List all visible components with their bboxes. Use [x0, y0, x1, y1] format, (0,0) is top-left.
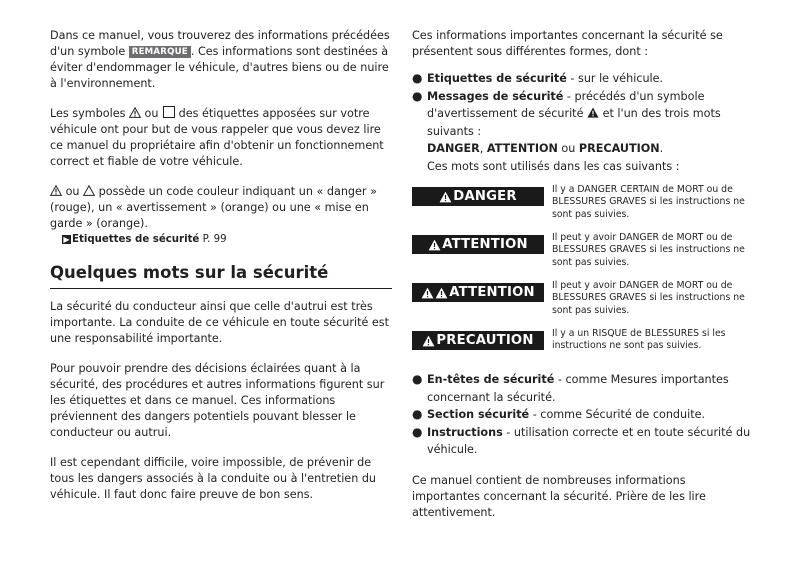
bullet-dot-icon: ● — [412, 424, 423, 439]
list-item-title: Instructions — [427, 425, 503, 439]
signal-word-danger: DANGER — [427, 142, 480, 155]
color-code-paragraph — [50, 184, 392, 232]
list-item-text: - précédés d'un symbole d'avertissement de sécurité — [427, 89, 705, 120]
safety-paragraph-3: Il est cependant difficile, voire impossible, de prévenir de tous les dangers associés à la conduite ou à l'entretien du véhicule. Il faut donc faire preuve de bon sens. — [50, 456, 377, 501]
hazard-row-precaution — [412, 328, 757, 371]
left-column — [50, 28, 392, 503]
bullet-dot-icon: ● — [412, 71, 423, 85]
list-item-text: - comme Sécurité de conduite. — [529, 408, 706, 421]
signal-label: PRECAUTION — [436, 332, 534, 348]
warning-triangle-icon — [50, 185, 62, 196]
list-item-title: Etiquettes de sécurité — [427, 72, 567, 85]
signal-word-attention: ATTENTION — [486, 142, 558, 155]
precaution-signal-box — [412, 331, 544, 350]
hazard-row-attention-double — [412, 280, 757, 331]
cross-reference-arrow-icon: ▶ — [63, 235, 70, 244]
list-item — [412, 406, 757, 424]
color-code-or: ou — [65, 185, 80, 198]
right-column — [412, 28, 757, 521]
attention-double-signal-box — [412, 283, 544, 302]
forms-list-2 — [412, 371, 757, 459]
safety-paragraph-1: La sécurité du conducteur ainsi que celle d'autrui est très importante. La conduite de ce véhicule en toute sécurité est une responsabilité importante. — [50, 300, 390, 345]
list-item-tail: Ces mots sont utilisés dans les cas suivants : — [427, 159, 680, 173]
list-item-title: Section sécurité — [427, 408, 530, 421]
warning-triangle-icon — [422, 335, 435, 347]
warning-triangle-icon — [421, 287, 434, 299]
closing-paragraph: Ce manuel contient de nombreuses informations importantes concernant la sécurité. Prière de les lire attentivement. — [412, 473, 706, 519]
bullet-dot-icon: ● — [412, 372, 423, 386]
hazard-description: Il y a un RISQUE de BLESSURES si les instructions ne sont pas suivies. — [552, 328, 726, 352]
label-symbol-icon — [163, 106, 175, 118]
symbols-paragraph — [50, 106, 392, 170]
list-item-text: - utilisation correcte et en toute sécurité du véhicule. — [427, 425, 751, 456]
hazard-table — [412, 184, 757, 371]
warning-triangle-icon — [587, 107, 599, 118]
signal-word-or: ou — [557, 142, 579, 155]
bullet-dot-icon: ● — [412, 88, 423, 103]
hazard-description: Il y a DANGER CERTAIN de MORT ou de BLESSURES GRAVES si les instructions ne sont pas suivies. — [552, 184, 745, 220]
forms-list — [412, 70, 757, 175]
attention-signal-box — [412, 235, 544, 254]
symbols-text-start: Les symboles — [50, 107, 126, 120]
forms-intro: Ces informations importantes concernant la sécurité se présentent sous différentes formes, dont : — [412, 29, 723, 58]
signal-label: ATTENTION — [442, 236, 528, 252]
hazard-row-danger — [412, 184, 757, 235]
remarque-badge: REMARQUE — [129, 46, 191, 58]
remarque-text-end: . Ces informations sont destinées à éviter d'endommager le véhicule, d'autres biens ou de nuire à l'environnement. — [50, 45, 389, 90]
list-item-text-cont: et l'un des trois mots suivants : — [427, 107, 721, 138]
signal-label: ATTENTION — [449, 284, 535, 300]
symbols-text-end: des étiquettes apposées sur votre véhicule ont pour but de vous rappeler que vous devez lire ce manuel du propriétaire afin d'obtenir un fonctionnement correct et fiable de votre véhicule. — [50, 107, 384, 168]
bullet-dot-icon: ● — [412, 407, 423, 421]
signal-label: DANGER — [453, 188, 517, 204]
symbols-or: ou — [144, 107, 159, 120]
list-item-text: - comme Mesures importantes concernant la sécurité. — [427, 373, 729, 404]
warning-triangle-icon — [428, 239, 441, 251]
hazard-row-attention — [412, 232, 757, 283]
cross-reference-label[interactable]: Etiquettes de sécurité — [72, 234, 200, 245]
list-item-title: Messages de sécurité — [427, 89, 564, 103]
hazard-description: Il peut y avoir DANGER de MORT ou de BLESSURES GRAVES si les instructions ne sont pas suivies. — [552, 280, 745, 316]
danger-signal-box — [412, 187, 544, 206]
list-item — [412, 70, 757, 88]
list-item-title: En-têtes de sécurité — [427, 373, 555, 386]
signal-word-precaution: PRECAUTION — [578, 142, 660, 155]
section-title: Quelques mots sur la sécurité — [50, 262, 392, 289]
list-item — [412, 371, 757, 406]
list-item: ● Messages de sécurité - précédés d'un symbole d'avertissement de sécurité et l'un des trois mots suivants : DANGER, ATTENTION ou PRECAUTION. Ces mots sont utilisés dans les cas suivants : — [412, 88, 721, 173]
safety-paragraph-2: Pour pouvoir prendre des décisions éclairées quant à la sécurité, des procédures et autres informations figurent sur les étiquettes et dans ce manuel. Ces informations préviennent des dangers potentiels pouvant blesser le conducteur ou autrui. — [50, 362, 385, 439]
color-code-text: possède un code couleur indiquant un « danger » (rouge), un « avertissement » (orange) ou une « mise en garde » (orange). — [50, 185, 377, 230]
list-item — [412, 424, 757, 459]
hazard-description: Il peut y avoir DANGER de MORT ou de BLESSURES GRAVES si les instructions ne sont pas suivies. — [552, 232, 745, 268]
cross-reference-page[interactable]: P. 99 — [202, 234, 227, 245]
warning-triangle-outline-icon — [83, 185, 95, 196]
warning-triangle-icon — [129, 107, 141, 118]
remarque-paragraph — [50, 28, 392, 92]
warning-triangle-icon — [435, 287, 448, 299]
warning-triangle-icon — [439, 191, 452, 203]
cross-reference-link[interactable] — [62, 232, 392, 248]
remarque-text-start: Dans ce manuel, vous trouverez des informations précédées d'un symbole — [50, 29, 390, 58]
list-item-text: - sur le véhicule. — [566, 72, 664, 85]
